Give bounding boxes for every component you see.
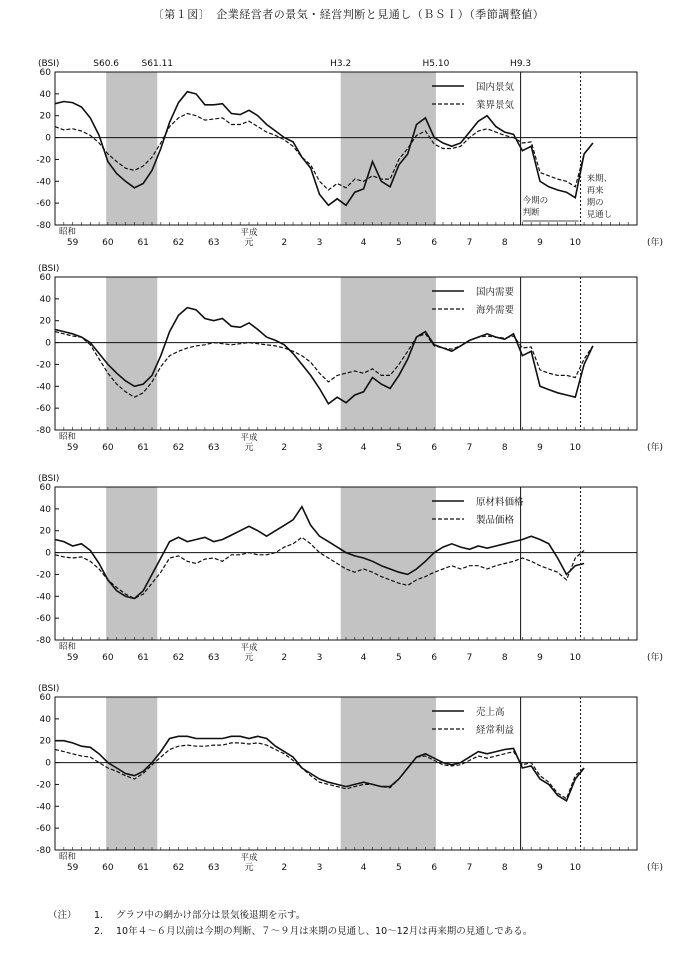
annotation-forecast-4: 見通し [586, 210, 613, 220]
legend-label: 国内景気 [476, 82, 515, 93]
period-label: S60.6 [93, 59, 120, 69]
x-tick-label: 60 [102, 863, 114, 873]
x-tick-label: 3 [316, 863, 323, 873]
era-label-showa: 昭和 [59, 642, 77, 652]
y-tick-label: 0 [45, 133, 51, 144]
x-tick-label: 10 [569, 653, 581, 663]
legend-label: 製品価格 [476, 515, 515, 526]
y-axis-label: (BSI) [38, 684, 60, 694]
x-tick-label: 8 [501, 238, 508, 248]
x-tick-label: 9 [537, 443, 543, 453]
y-tick-label: 0 [45, 758, 51, 769]
recession-shade [341, 697, 436, 850]
y-tick-label: 60 [39, 483, 51, 493]
x-tick-label: 10 [569, 238, 581, 248]
era-label-heisei: 平成 [240, 643, 258, 653]
x-tick-label: 61 [137, 443, 149, 453]
y-tick-label: -20 [36, 155, 51, 166]
notes-label: （注） [48, 910, 77, 921]
x-tick-label: 60 [102, 443, 114, 453]
era-label-heisei: 平成 [240, 433, 258, 443]
figure-title: 〔第１図〕 企業経営者の景気・経営判断と見通し（ＢＳＩ）（季節調整値） [152, 8, 545, 21]
y-tick-label: 40 [39, 714, 51, 725]
x-tick-label: 4 [360, 238, 367, 248]
note-text: グラフ中の網かけ部分は景気後退期を示す。 [116, 910, 306, 921]
period-label: H5.10 [422, 59, 450, 69]
note-number: 2. [94, 926, 104, 937]
x-tick-label: 元 [244, 863, 254, 873]
x-unit-label: (年) [647, 443, 664, 453]
y-tick-label: 60 [39, 68, 51, 78]
x-tick-label: 60 [102, 653, 114, 663]
x-tick-label: 63 [208, 443, 220, 453]
era-label-showa: 昭和 [59, 852, 77, 862]
legend-label: 国内需要 [476, 287, 515, 298]
x-tick-label: 元 [244, 653, 254, 663]
notes [48, 908, 532, 940]
x-tick-label: 9 [537, 653, 543, 663]
y-tick-label: -60 [36, 614, 51, 625]
x-tick-label: 63 [208, 653, 220, 663]
x-tick-label: 2 [281, 653, 288, 663]
x-tick-label: 5 [396, 443, 402, 453]
note-row-1 [48, 908, 532, 924]
x-tick-label: 元 [244, 443, 254, 453]
x-tick-label: 63 [208, 863, 220, 873]
x-tick-label: 61 [137, 653, 149, 663]
legend-label: 原材料価格 [476, 497, 524, 508]
recession-shade [341, 72, 436, 225]
x-tick-label: 4 [360, 443, 367, 453]
period-label: H9.3 [510, 59, 532, 69]
x-tick-label: 2 [281, 238, 288, 248]
x-tick-label: 7 [466, 863, 473, 873]
x-tick-label: 61 [137, 863, 149, 873]
x-tick-label: 10 [569, 443, 581, 453]
y-tick-label: 60 [39, 693, 51, 703]
y-axis-label: (BSI) [38, 264, 60, 274]
y-tick-label: 20 [39, 736, 51, 747]
x-tick-label: 62 [172, 238, 185, 248]
y-axis-label: (BSI) [38, 474, 60, 484]
y-tick-label: 20 [39, 316, 51, 327]
x-tick-label: 59 [66, 238, 79, 248]
x-tick-label: 59 [66, 653, 79, 663]
x-tick-label: 10 [569, 863, 581, 873]
y-tick-label: -20 [36, 570, 51, 581]
x-tick-label: 5 [396, 653, 402, 663]
y-axis-label: (BSI) [38, 59, 60, 69]
annotation-forecast-1: 来期、 [586, 174, 613, 184]
x-unit-label: (年) [647, 653, 664, 663]
x-tick-label: 60 [102, 238, 114, 248]
x-tick-label: 8 [501, 653, 508, 663]
annotation-forecast-2: 再来 [586, 186, 604, 196]
era-label-showa: 昭和 [59, 432, 77, 442]
era-label-heisei: 平成 [240, 228, 258, 238]
y-tick-label: 40 [39, 294, 51, 305]
annotation-current-2: 判断 [522, 208, 540, 218]
recession-shade [106, 277, 157, 430]
x-tick-label: 4 [360, 653, 367, 663]
y-tick-label: -80 [36, 426, 51, 436]
note-row-2 [48, 924, 532, 940]
legend-label: 経常利益 [476, 725, 515, 736]
y-tick-label: -80 [36, 636, 51, 646]
y-tick-label: -40 [36, 177, 51, 188]
x-tick-label: 7 [466, 653, 473, 663]
x-tick-label: 4 [360, 863, 367, 873]
recession-shade [341, 277, 436, 430]
x-tick-label: 63 [208, 238, 220, 248]
y-tick-label: 20 [39, 526, 51, 537]
legend-label: 業界景気 [476, 100, 515, 111]
y-tick-label: -80 [36, 221, 51, 231]
y-tick-label: -60 [36, 404, 51, 415]
y-tick-label: -80 [36, 846, 51, 856]
y-tick-label: -60 [36, 199, 51, 210]
x-tick-label: 6 [431, 863, 438, 873]
era-label-heisei: 平成 [240, 853, 258, 863]
x-tick-label: 59 [66, 863, 79, 873]
y-tick-label: 0 [45, 548, 51, 559]
x-tick-label: 2 [281, 863, 288, 873]
legend-label: 売上高 [476, 707, 505, 718]
x-tick-label: 8 [501, 863, 508, 873]
y-tick-label: -40 [36, 382, 51, 393]
x-tick-label: 元 [244, 238, 254, 248]
y-tick-label: 40 [39, 89, 51, 100]
x-tick-label: 3 [316, 653, 323, 663]
recession-shade [106, 487, 157, 640]
y-tick-label: 60 [39, 273, 51, 283]
x-unit-label: (年) [647, 238, 664, 248]
y-tick-label: -60 [36, 824, 51, 835]
x-tick-label: 6 [431, 238, 438, 248]
x-tick-label: 9 [537, 863, 543, 873]
y-tick-label: 40 [39, 504, 51, 515]
x-tick-label: 6 [431, 653, 438, 663]
x-tick-label: 5 [396, 863, 402, 873]
period-label: S61.11 [141, 59, 174, 69]
x-tick-label: 9 [537, 238, 543, 248]
x-tick-label: 62 [172, 443, 185, 453]
period-label: H3.2 [330, 59, 352, 69]
era-label-showa: 昭和 [59, 227, 77, 237]
note-number: 1. [94, 910, 104, 921]
x-tick-label: 8 [501, 443, 508, 453]
recession-shade [106, 72, 157, 225]
y-tick-label: 0 [45, 338, 51, 349]
x-unit-label: (年) [647, 863, 664, 873]
annotation-forecast-3: 期の [586, 198, 604, 208]
x-tick-label: 7 [466, 443, 473, 453]
x-tick-label: 7 [466, 238, 473, 248]
y-tick-label: -40 [36, 592, 51, 603]
x-tick-label: 59 [66, 443, 79, 453]
x-tick-label: 3 [316, 238, 323, 248]
annotation-current: 今期の [522, 196, 549, 206]
legend-label: 海外需要 [476, 305, 515, 316]
y-tick-label: -20 [36, 780, 51, 791]
x-tick-label: 3 [316, 443, 323, 453]
recession-shade [106, 697, 157, 850]
y-tick-label: 20 [39, 111, 51, 122]
x-tick-label: 6 [431, 443, 438, 453]
x-tick-label: 2 [281, 443, 288, 453]
y-tick-label: -20 [36, 360, 51, 371]
x-tick-label: 62 [172, 863, 185, 873]
x-tick-label: 5 [396, 238, 402, 248]
y-tick-label: -40 [36, 802, 51, 813]
x-tick-label: 61 [137, 238, 149, 248]
x-tick-label: 62 [172, 653, 185, 663]
note-text: 10年４～６月以前は今期の判断、７～９月は来期の見通し、10～12月は再来期の見通しである。 [116, 926, 533, 937]
